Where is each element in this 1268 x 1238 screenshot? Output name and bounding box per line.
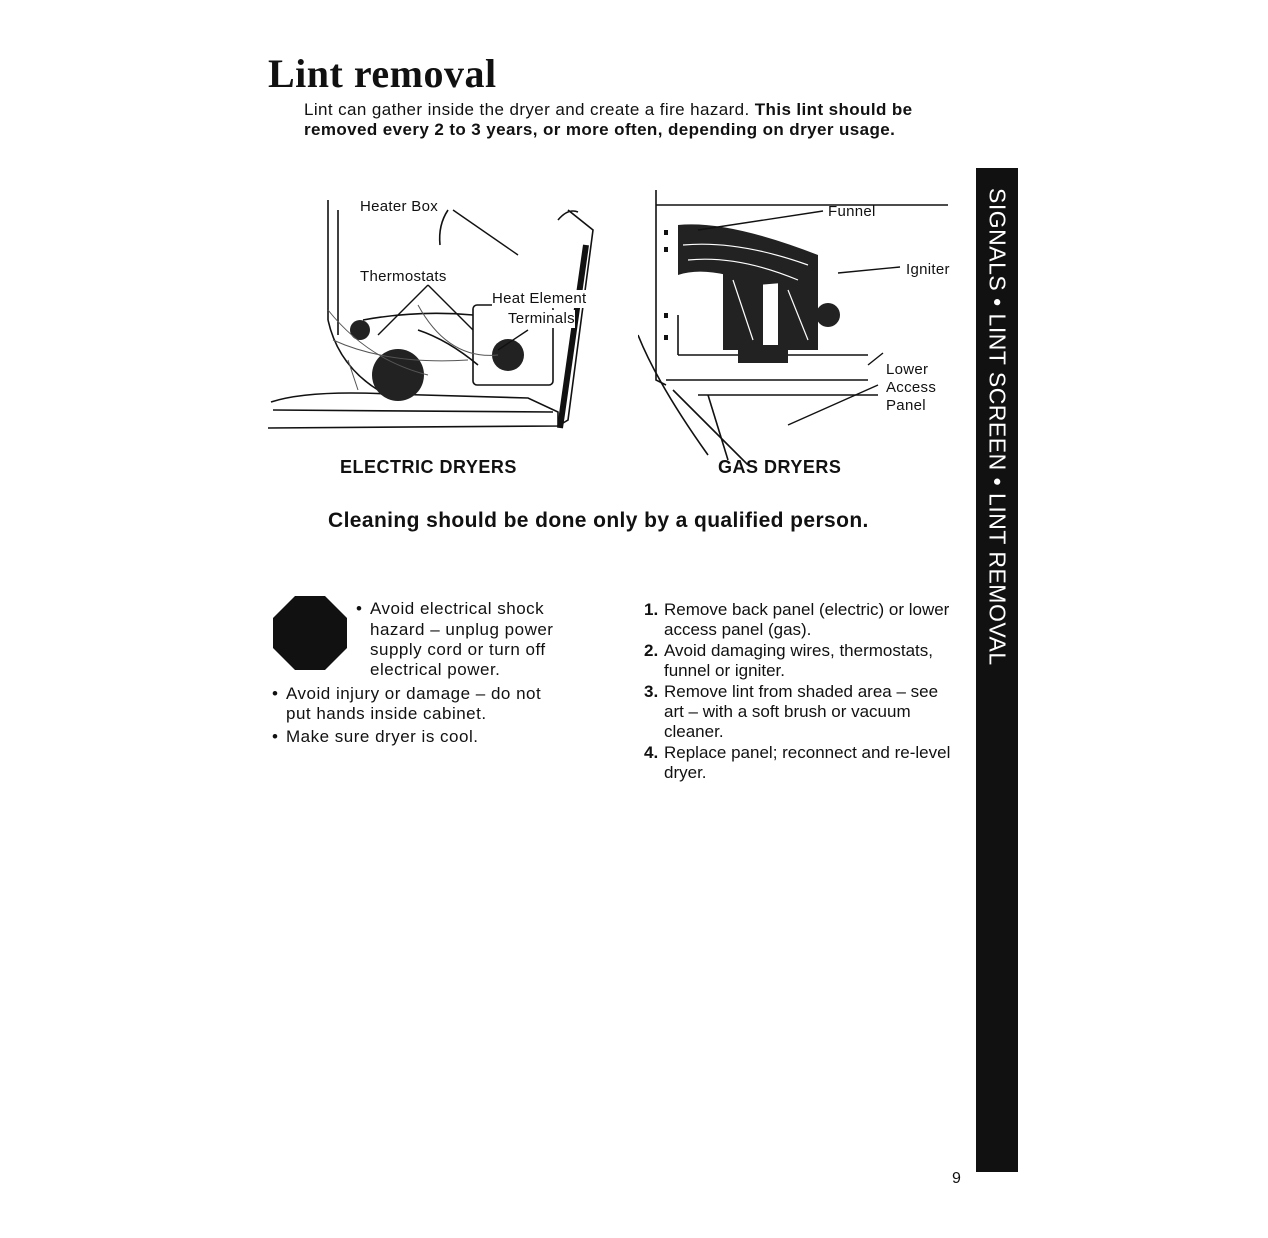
page-number: 9 — [952, 1170, 961, 1187]
funnel-label: Funnel — [828, 203, 876, 220]
warning-line-6: put hands inside cabinet. — [286, 704, 487, 723]
step-item: 4. Replace panel; reconnect and re-level dryer. — [644, 743, 951, 782]
qualified-person-notice: Cleaning should be done only by a qualified person. — [328, 509, 869, 532]
electric-dryers-caption: ELECTRIC DRYERS — [340, 457, 517, 477]
thermostats-label: Thermostats — [360, 268, 447, 285]
heat-element-label: Heat Element — [492, 290, 587, 307]
warning-line-5: • Avoid injury or damage – do not — [272, 684, 542, 703]
section-side-tab — [976, 168, 1018, 1172]
intro-paragraph — [304, 100, 944, 140]
warning-line-2: hazard – unplug power — [370, 620, 554, 639]
warning-line-4: electrical power. — [370, 660, 501, 679]
warning-line-7: • Make sure dryer is cool. — [272, 727, 479, 746]
terminals-label: Terminals — [508, 310, 575, 327]
gas-dryers-caption: GAS DRYERS — [718, 457, 842, 477]
side-tab-label: SIGNALS • LINT SCREEN • LINT REMOVAL — [984, 188, 1011, 666]
gas-dryer-illustration — [638, 185, 968, 465]
panel-label: Panel — [886, 397, 926, 414]
warning-line-3: supply cord or turn off — [370, 640, 546, 659]
access-label: Access — [886, 379, 937, 396]
intro-bold: This lint should be removed every 2 to 3 years, or more often, depending on dryer usage. — [304, 100, 913, 139]
step-item: 2. Avoid damaging wires, thermostats, funnel or igniter. — [644, 641, 933, 680]
igniter-label: Igniter — [906, 261, 950, 278]
stop-sign-icon — [273, 596, 347, 670]
heater-box-label: Heater Box — [360, 198, 439, 215]
step-item: 3. Remove lint from shaded area – see art – with a soft brush or vacuum cleaner. — [644, 682, 939, 741]
step-item: 1. Remove back panel (electric) or lower access panel (gas). — [644, 600, 950, 639]
gas-dryer-figure — [638, 185, 968, 465]
electric-dryer-figure — [268, 190, 618, 440]
steps-list — [640, 600, 960, 784]
page-title: Lint removal — [268, 51, 497, 96]
warning-line-1: • Avoid electrical shock — [356, 599, 545, 618]
lower-label: Lower — [886, 361, 929, 378]
intro-regular: Lint can gather inside the dryer and create a fire hazard. — [304, 100, 755, 119]
